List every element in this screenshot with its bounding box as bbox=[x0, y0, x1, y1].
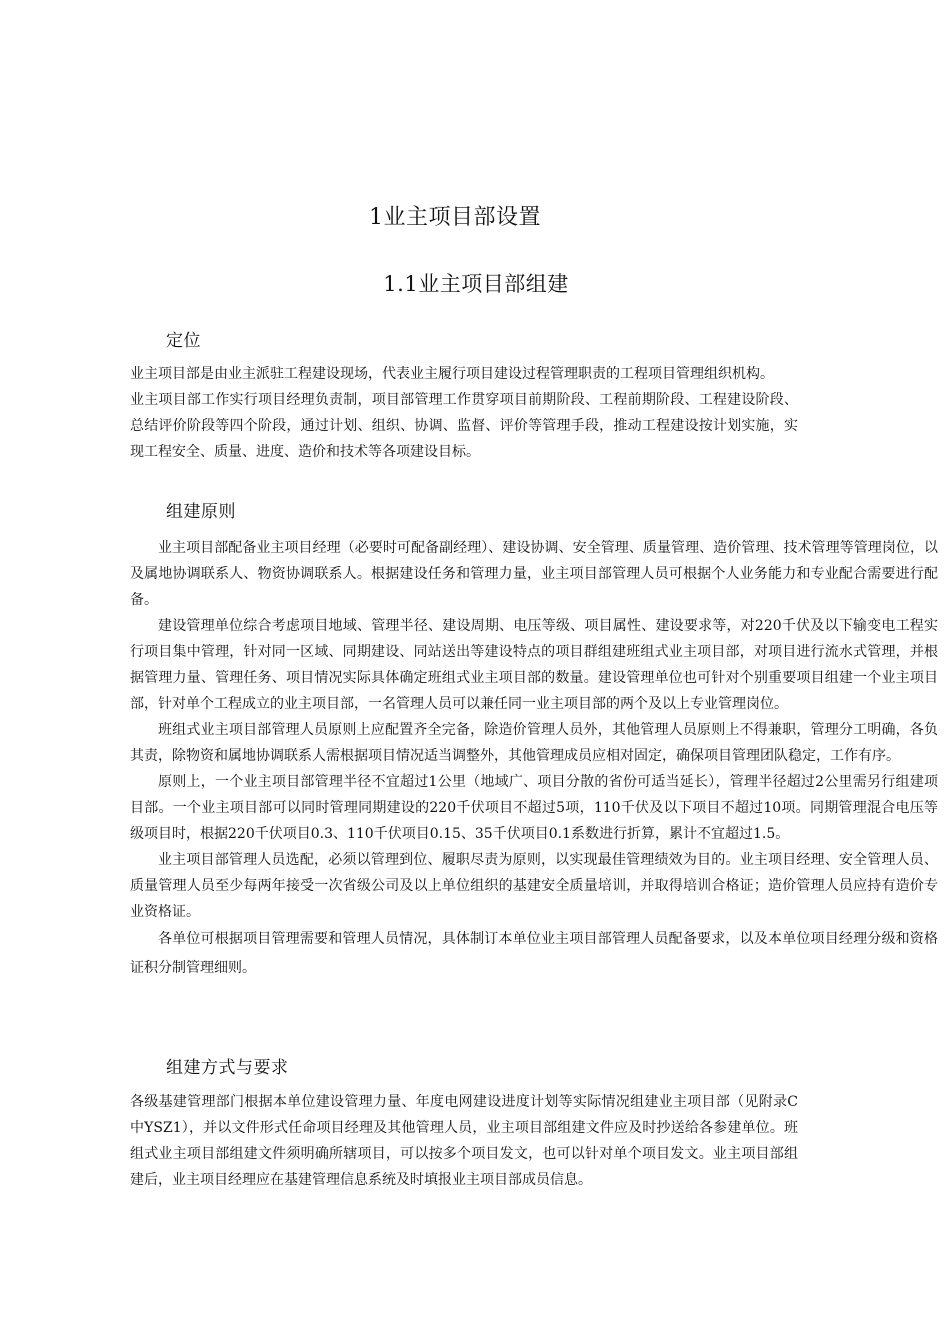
principles-paragraph-4: 原则上，一个业主项目部管理半径不宜超过1公里（地域广、项目分散的省份可适当延长），管理半径超过2公里需另行组建项目部。一个业主项目部可以同时管理同期建设的220千伏项目不超过5项，110千伏及以下项目不超过10项。同期管理混合电压等级项目时，根据220千伏项目0.3、110千伏项目0.15、35千伏项目0.1系数进行折算，累计不宜超过1.5。 bbox=[130, 774, 938, 842]
principles-paragraph-1: 业主项目部配备业主项目经理（必要时可配备副经理）、建设协调、安全管理、质量管理、造价管理、技术管理等管理岗位，以及属地协调联系人、物资协调联系人。根据建设任务和管理力量，业主项目部管理人员可根据个人业务能力和专业配合需要进行配备。 bbox=[130, 540, 938, 608]
method-text bbox=[130, 1089, 798, 1193]
principles-paragraph-5: 业主项目部管理人员选配，必须以管理到位、履职尽责为原则，以实现最佳管理绩效为目的。业主项目经理、安全管理人员、质量管理人员至少每两年接受一次省级公司及以上单位组织的基建安全质量培训，并取得培训合格证；造价管理人员应持有造价专业资格证。 bbox=[130, 852, 938, 920]
principles-paragraph-2: 建设管理单位综合考虑项目地域、管理半径、建设周期、电压等级、项目属性、建设要求等，对220千伏及以下输变电工程实行项目集中管理，针对同一区域、同期建设、同站送出等建设特点的项目群组建班组式业主项目部，对项目进行流水式管理，并根据管理力量、管理任务、项目情况实际具体确定班组式业主项目部的数量。建设管理单位也可针对个别重要项目组建一个业主项目部，针对单个工程成立的业主项目部，一名管理人员可以兼任同一业主项目部的两个及以上专业管理岗位。 bbox=[130, 618, 938, 712]
chapter-title: 1业主项目部设置 bbox=[369, 205, 541, 230]
heading-method: 组建方式与要求 bbox=[166, 1058, 289, 1078]
method-paragraph-1: 各级基建管理部门根据本单位建设管理力量、年度电网建设进度计划等实际情况组建业主项目部（见附录C中YSZ1），并以文件形式任命项目经理及其他管理人员，业主项目部组建文件应及时抄送给各参建单位。班组式业主项目部组建文件须明确所辖项目，可以按多个项目发文，也可以针对单个项目发文。业主项目部组建后，业主项目经理应在基建管理信息系统及时填报业主项目部成员信息。 bbox=[130, 1094, 798, 1188]
positioning-paragraph-2: 业主项目部工作实行项目经理负责制，项目部管理工作贯穿项目前期阶段、工程前期阶段、工程建设阶段、总结评价阶段等四个阶段，通过计划、组织、协调、监督、评价等管理手段，推动工程建设按计划实施，实现工程安全、质量、进度、造价和技术等各项建设目标。 bbox=[130, 392, 798, 460]
heading-positioning: 定位 bbox=[166, 331, 201, 351]
section-title: 1.1业主项目部组建 bbox=[383, 272, 569, 296]
principles-text bbox=[130, 535, 938, 983]
positioning-text bbox=[130, 361, 798, 465]
heading-principles: 组建原则 bbox=[166, 502, 236, 522]
principles-paragraph-6: 各单位可根据项目管理需要和管理人员情况，具体制订本单位业主项目部管理人员配备要求，以及本单位项目经理分级和资格证积分制管理细则。 bbox=[130, 931, 938, 976]
positioning-paragraph-1: 业主项目部是由业主派驻工程建设现场，代表业主履行项目建设过程管理职责的工程项目管理组织机构。 bbox=[130, 366, 774, 382]
principles-paragraph-3: 班组式业主项目部管理人员原则上应配置齐全完备，除造价管理人员外，其他管理人员原则上不得兼职，管理分工明确，各负其责，除物资和属地协调联系人需根据项目情况适当调整外，其他管理成员应相对固定，确保项目管理团队稳定，工作有序。 bbox=[130, 722, 938, 764]
